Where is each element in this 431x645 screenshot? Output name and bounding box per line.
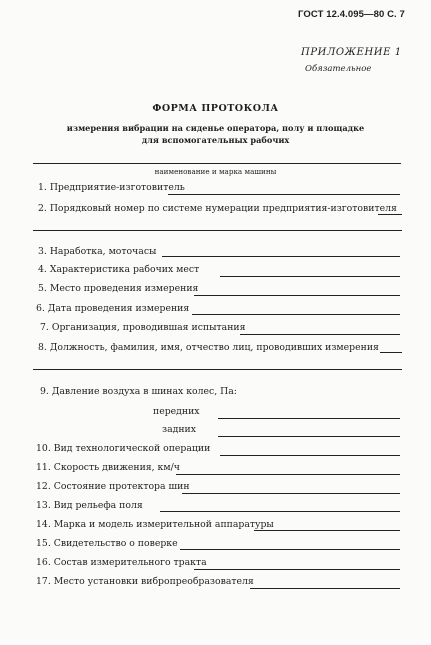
item-testing-organization-label: 7. Организация, проводившая испытания	[40, 322, 246, 333]
item-tire-pressure-rear-field[interactable]	[218, 436, 400, 437]
item-measurement-place-label: 5. Место проведения измерения	[38, 283, 199, 294]
item-technological-operation-field[interactable]	[220, 455, 400, 456]
item-manufacturer-label: 1. Предприятие-изготовитель	[38, 182, 185, 193]
item-technological-operation-label: 10. Вид технологической операции	[36, 443, 211, 454]
item-measurement-date-label: 6. Дата проведения измерения	[36, 303, 190, 314]
item-operating-hours-label: 3. Наработка, моточасы	[38, 246, 157, 257]
item-tire-pressure-front-field[interactable]	[218, 418, 400, 419]
item-speed-label: 11. Скорость движения, км/ч	[36, 462, 180, 473]
item-measurement-path-field[interactable]	[194, 569, 400, 570]
item-measurement-date-field[interactable]	[192, 314, 400, 315]
item-tire-pressure-front-label: передних	[153, 406, 200, 417]
item-tread-condition-field[interactable]	[182, 493, 400, 494]
item-speed-field[interactable]	[176, 474, 400, 475]
item-tread-condition-label: 12. Состояние протектора шин	[36, 481, 190, 492]
item-serial-number-label: 2. Порядковый номер по системе нумерации предприятия-изготовителя	[38, 203, 397, 214]
item-verification-certificate-field[interactable]	[180, 549, 400, 550]
item-transducer-location-label: 17. Место установки вибропреобразователя	[36, 576, 254, 587]
item-testing-organization-field[interactable]	[240, 334, 400, 335]
standard-code: ГОСТ 12.4.095—80 С. 7	[298, 9, 405, 20]
item-verification-certificate-label: 15. Свидетельство о поверке	[36, 538, 178, 549]
item-responsible-persons-label: 8. Должность, фамилия, имя, отчество лиц, проводивших измерения	[38, 342, 379, 353]
item-transducer-location-field[interactable]	[250, 588, 400, 589]
item-measurement-path-label: 16. Состав измерительного тракта	[36, 557, 207, 568]
item-measuring-equipment-field[interactable]	[254, 530, 400, 531]
item-responsible-persons-field[interactable]	[380, 352, 402, 353]
item-serial-number-field[interactable]	[378, 214, 402, 215]
item-operating-hours-field[interactable]	[162, 256, 400, 257]
appendix-status: Обязательное	[305, 64, 372, 74]
machine-name-caption: наименование и марка машины	[154, 167, 277, 176]
item-measuring-equipment-label: 14. Марка и модель измерительной аппаратуры	[36, 519, 274, 530]
item-measurement-place-field[interactable]	[194, 295, 400, 296]
item-field-relief-field[interactable]	[160, 511, 400, 512]
form-subtitle-line1: измерения вибрации на сиденье оператора, полу и площадке	[66, 123, 365, 133]
item-workplace-characteristics-label: 4. Характеристика рабочих мест	[38, 264, 200, 275]
item-manufacturer-field[interactable]	[168, 194, 400, 195]
item-tire-pressure-rear-label: задних	[162, 424, 196, 435]
item-responsible-persons-field-extra[interactable]	[33, 369, 402, 370]
item-serial-number-field-extra[interactable]	[33, 230, 402, 231]
machine-name-line	[33, 163, 401, 164]
item-workplace-characteristics-field[interactable]	[220, 276, 400, 277]
appendix-title: ПРИЛОЖЕНИЕ 1	[301, 47, 402, 58]
item-field-relief-label: 13. Вид рельефа поля	[36, 500, 143, 511]
form-subtitle-line2: для вспомогательных рабочих	[141, 135, 290, 145]
form-title: ФОРМА ПРОТОКОЛА	[152, 103, 279, 114]
item-tire-pressure-label: 9. Давление воздуха в шинах колес, Па:	[40, 386, 237, 397]
